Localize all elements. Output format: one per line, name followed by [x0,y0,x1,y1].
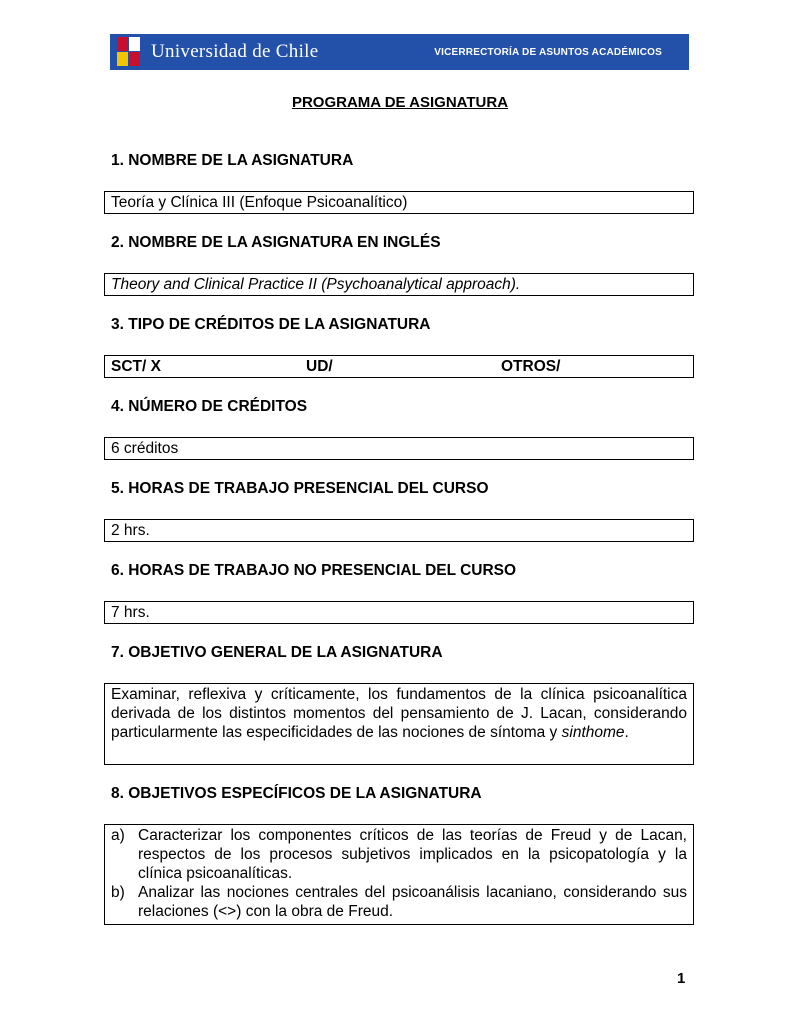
section-7-box [104,683,694,765]
general-objective-end: . [624,724,629,741]
header-banner [110,34,689,70]
section-4-box [104,437,694,460]
list-item-text: Analizar las nociones centrales del psicoanálisis lacaniano, considerando sus relaciones (<>) con la obra de Freud. [138,884,687,920]
general-objective-italic: sinthome [561,724,625,741]
specific-objectives-list [111,826,687,921]
section-3-box [104,355,694,378]
section-4-heading: 4. NÚMERO DE CRÉDITOS [111,398,308,415]
subject-name-english: Theory and Clinical Practice II (Psychoanalytical approach). [111,276,521,293]
section-8-heading: 8. OBJETIVOS ESPECÍFICOS DE LA ASIGNATURA [111,785,482,802]
credit-type-sct: SCT/ X [111,358,161,375]
list-item [111,826,687,883]
section-1-box [104,191,694,214]
section-6-box [104,601,694,624]
list-item-label: b) [111,884,125,901]
presential-hours: 2 hrs. [111,522,150,539]
credit-type-ud: UD/ [306,358,333,375]
section-6-heading: 6. HORAS DE TRABAJO NO PRESENCIAL DEL CURSO [111,562,517,579]
list-item-text: Caracterizar los componentes críticos de las teorías de Freud y de Lacan, respectos de los procesos subjetivos implicados en la psicopatología y la clínica psicoanalíticas. [138,827,687,882]
general-objective-text: Examinar, reflexiva y críticamente, los fundamentos de la clínica psicoanalítica derivada de los distintos momentos del pensamiento de J. Lacan, considerando particularmente las especificidades de las nociones de síntoma y [111,686,687,741]
section-2-heading: 2. NOMBRE DE LA ASIGNATURA EN INGLÉS [111,234,441,251]
document-title: PROGRAMA DE ASIGNATURA [291,94,509,111]
subject-name: Teoría y Clínica III (Enfoque Psicoanalítico) [111,194,408,211]
credit-type-otros: OTROS/ [501,358,561,375]
section-3-heading: 3. TIPO DE CRÉDITOS DE LA ASIGNATURA [111,316,431,333]
section-7-heading: 7. OBJETIVO GENERAL DE LA ASIGNATURA [111,644,443,661]
non-presential-hours: 7 hrs. [111,604,150,621]
university-crest-icon [117,37,141,67]
list-item-label: a) [111,827,125,844]
section-1-heading: 1. NOMBRE DE LA ASIGNATURA [111,152,354,169]
section-5-heading: 5. HORAS DE TRABAJO PRESENCIAL DEL CURSO [111,480,489,497]
vicerrectoria-label: VICERRECTORÍA DE ASUNTOS ACADÉMICOS [434,46,662,58]
section-2-box [104,273,694,296]
page-number: 1 [677,970,686,987]
credit-count: 6 créditos [111,440,179,457]
section-8-box [104,824,694,925]
section-5-box [104,519,694,542]
university-name: Universidad de Chile [151,41,319,62]
list-item [111,883,687,921]
